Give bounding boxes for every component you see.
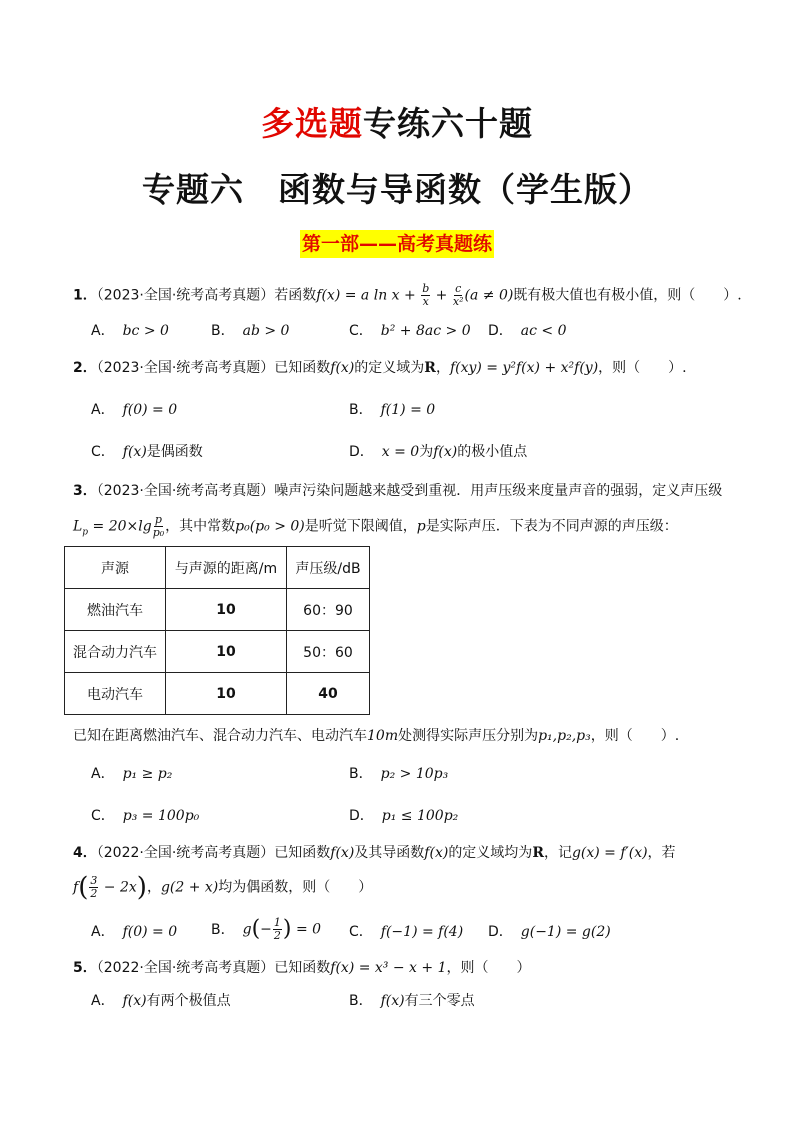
- option-label: B．: [211, 921, 235, 938]
- frac-top: 3: [90, 874, 98, 887]
- frac-bottom: x: [422, 295, 429, 308]
- option-text: f(1) = 0: [380, 402, 436, 418]
- math-expr: 10m: [367, 728, 399, 744]
- math-expr: f(x): [330, 360, 355, 376]
- stem-text: 已知函数: [274, 360, 331, 376]
- math-expr: p: [416, 518, 426, 535]
- table-cell: 40: [287, 673, 370, 715]
- option-b[interactable]: [211, 320, 289, 342]
- stem-text: 的定义域为: [354, 360, 425, 376]
- option-d[interactable]: [349, 441, 527, 463]
- question-4-stem-cont: [73, 872, 373, 903]
- table-header-cell: 声源: [65, 547, 166, 589]
- page-title: [0, 98, 794, 145]
- stem-text: ，: [435, 360, 450, 376]
- stem-text: ，则（ ）.: [598, 360, 687, 376]
- frac-bottom: x²: [452, 295, 464, 308]
- stem-text: 已知在距离燃油汽车、混合动力汽车、电动汽车: [73, 728, 367, 744]
- table-header-row: [65, 547, 370, 589]
- option-text: g: [242, 921, 252, 938]
- frac-top: 1: [273, 916, 281, 929]
- fraction: [273, 917, 282, 942]
- question-1-stem: [73, 283, 742, 308]
- option-label: A．: [91, 924, 115, 940]
- table-row: [65, 589, 370, 631]
- option-label: A．: [91, 323, 115, 339]
- option-a[interactable]: [91, 399, 177, 421]
- option-label: B．: [349, 402, 373, 418]
- option-d[interactable]: [349, 805, 458, 827]
- section-heading-wrap: [0, 230, 794, 258]
- option-label: A．: [91, 402, 115, 418]
- option-c[interactable]: [349, 921, 463, 943]
- stem-text: 既有极大值也有极小值，则（ ）.: [513, 287, 742, 304]
- option-text: 有三个零点: [404, 993, 475, 1009]
- stem-text: 噪声污染问题越来越受到重视．用声压级来度量声音的强弱，定义声压级: [274, 483, 723, 499]
- math-set: R: [424, 360, 436, 376]
- table-cell: 10: [166, 631, 287, 673]
- option-text: p₂ > 10p₃: [380, 766, 449, 782]
- frac-bottom: 2: [273, 929, 281, 942]
- table-header-cell: 与声源的距离/m: [166, 547, 287, 589]
- option-a[interactable]: [91, 320, 169, 342]
- stem-text: 处测得实际声压分别为: [398, 728, 539, 744]
- question-source: （2022·全国·统考高考真题）: [96, 960, 275, 976]
- math-expr: f(x) = x³ − x + 1: [330, 960, 447, 976]
- math-expr: p₀(p₀ > 0): [235, 518, 305, 535]
- minus-sign: −: [260, 921, 272, 938]
- option-d[interactable]: [488, 320, 567, 342]
- question-source: （2023·全国·统考高考真题）: [96, 287, 275, 304]
- table-cell: 50：60: [287, 631, 370, 673]
- paren-close: ): [136, 872, 147, 903]
- table-header-cell: 声压级/dB: [287, 547, 370, 589]
- option-text: bc > 0: [122, 323, 169, 339]
- paren-open: (: [78, 872, 89, 903]
- question-source: （2023·全国·统考高考真题）: [96, 483, 275, 499]
- math-expr: f(x): [330, 845, 355, 861]
- option-text: p₁ ≥ p₂: [122, 766, 173, 782]
- stem-text: ，则（ ）.: [590, 728, 680, 744]
- option-text: b² + 8ac > 0: [380, 323, 471, 339]
- math-expr: g(x) = f′(x): [571, 845, 648, 861]
- fraction: [453, 283, 464, 308]
- question-number: 4．: [73, 845, 97, 861]
- option-label: D．: [349, 444, 374, 460]
- math-expr: f: [73, 879, 79, 896]
- math-expr: f(x): [424, 845, 449, 861]
- option-math: f(x): [122, 444, 147, 460]
- stem-text: 是实际声压．下表为不同声源的声压级：: [425, 518, 678, 535]
- stem-text: ，其中常数: [165, 518, 236, 535]
- option-b[interactable]: [211, 917, 321, 942]
- option-a[interactable]: [91, 990, 231, 1012]
- option-label: D．: [488, 323, 513, 339]
- table-cell: 10: [166, 589, 287, 631]
- question-number: 3．: [73, 483, 97, 499]
- stem-text: ，若: [647, 845, 676, 861]
- option-c[interactable]: [349, 320, 471, 342]
- option-text: 是偶函数: [146, 444, 203, 460]
- frac-top: p: [154, 513, 162, 526]
- paren-open: (: [251, 916, 261, 942]
- option-text: f(0) = 0: [122, 402, 178, 418]
- option-label: A．: [91, 993, 115, 1009]
- question-3-after-table: [73, 725, 679, 747]
- option-label: D．: [349, 808, 374, 824]
- stem-text: 及其导函数: [354, 845, 425, 861]
- math-sub: p: [82, 527, 89, 538]
- math-expr: L: [73, 518, 83, 535]
- title-highlight: 多选题: [261, 104, 363, 143]
- math-expr: − 2x: [99, 879, 137, 896]
- option-a[interactable]: [91, 763, 172, 785]
- option-d[interactable]: [488, 921, 611, 943]
- stem-text: 已知函数: [274, 960, 331, 976]
- option-text: p₁ ≤ 100p₂: [381, 808, 459, 824]
- question-source: （2022·全国·统考高考真题）: [96, 845, 275, 861]
- option-label: B．: [211, 323, 235, 339]
- math-expr: p₁,p₂,p₃: [538, 728, 591, 744]
- option-label: C．: [91, 444, 115, 460]
- option-text: 为: [419, 444, 434, 460]
- stem-text: 是听觉下限阈值，: [304, 518, 417, 535]
- math-expr: = 20×lg: [88, 518, 152, 535]
- frac-bottom: p₀: [152, 526, 165, 539]
- option-c[interactable]: [91, 805, 199, 827]
- sound-level-table: [64, 546, 370, 715]
- fraction: [89, 875, 98, 900]
- option-label: A．: [91, 766, 115, 782]
- question-source: （2023·全国·统考高考真题）: [96, 360, 275, 376]
- option-text: = 0: [291, 921, 322, 938]
- math-expr: g(2 + x): [160, 879, 219, 896]
- option-c[interactable]: [91, 441, 203, 463]
- stem-text: 已知函数: [274, 845, 331, 861]
- question-3-stem-cont: [73, 514, 678, 543]
- option-b[interactable]: [349, 399, 435, 421]
- option-label: C．: [349, 924, 373, 940]
- table-cell: 燃油汽车: [65, 589, 166, 631]
- question-3-stem: [73, 480, 722, 502]
- frac-top: c: [455, 282, 462, 295]
- frac-top: b: [422, 282, 430, 295]
- stem-text: ，: [146, 879, 161, 896]
- option-label: C．: [349, 323, 373, 339]
- question-number: 1．: [73, 287, 97, 304]
- option-label: B．: [349, 766, 373, 782]
- table-cell: 60：90: [287, 589, 370, 631]
- question-2-stem: [73, 357, 687, 379]
- option-b[interactable]: [349, 990, 475, 1012]
- table-row: [65, 673, 370, 715]
- stem-text: ，则（ ）: [446, 960, 531, 976]
- section-heading: 第一部——高考真题练: [300, 230, 494, 258]
- math-expr: (a ≠ 0): [464, 287, 514, 304]
- option-b[interactable]: [349, 763, 448, 785]
- question-5-stem: [73, 957, 531, 979]
- option-text: p₃ = 100p₀: [122, 808, 200, 824]
- option-text: f(0) = 0: [122, 924, 178, 940]
- option-math: x = 0: [381, 444, 420, 460]
- option-text: ac < 0: [520, 323, 567, 339]
- math-set: R: [532, 845, 544, 861]
- stem-text: 的定义域均为: [448, 845, 533, 861]
- option-text: f(−1) = f(4): [380, 924, 464, 940]
- stem-text: 若函数: [274, 287, 317, 304]
- fraction: [153, 514, 164, 539]
- option-math: f(x): [380, 993, 405, 1009]
- option-text: 有两个极值点: [146, 993, 231, 1009]
- math-expr: f(xy) = y²f(x) + x²f(y): [449, 360, 599, 376]
- question-number: 2．: [73, 360, 97, 376]
- option-text: 的极小值点: [457, 444, 528, 460]
- frac-bottom: 2: [90, 887, 98, 900]
- title-rest: 专练六十题: [363, 104, 533, 143]
- question-number: 5．: [73, 960, 97, 976]
- option-math: f(x): [433, 444, 458, 460]
- table-cell: 混合动力汽车: [65, 631, 166, 673]
- math-expr: +: [431, 287, 452, 304]
- paren-close: ): [282, 916, 292, 942]
- stem-text: 均为偶函数，则（ ）: [218, 879, 373, 896]
- option-text: ab > 0: [242, 323, 290, 339]
- option-math: f(x): [122, 993, 147, 1009]
- option-label: B．: [349, 993, 373, 1009]
- option-a[interactable]: [91, 921, 177, 943]
- option-text: g(−1) = g(2): [520, 924, 611, 940]
- table-row: [65, 631, 370, 673]
- option-label: C．: [91, 808, 115, 824]
- stem-text: ，记: [543, 845, 572, 861]
- option-label: D．: [488, 924, 513, 940]
- table-cell: 电动汽车: [65, 673, 166, 715]
- page-subtitle: 专题六 函数与导函数（学生版）: [142, 170, 652, 209]
- math-expr: f(x) = a ln x +: [316, 287, 421, 304]
- question-4-stem: [73, 842, 676, 864]
- table-cell: 10: [166, 673, 287, 715]
- fraction: [421, 283, 430, 308]
